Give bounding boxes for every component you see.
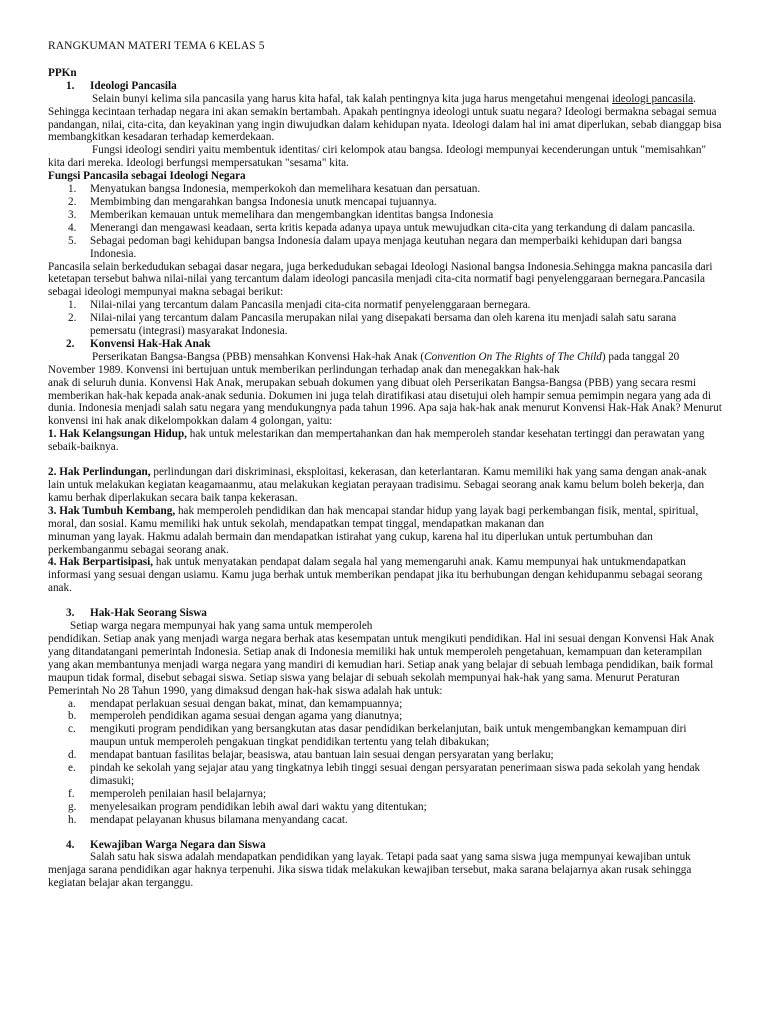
fungsi-item [48,235,724,261]
section-4-title: Kewajiban Warga Negara dan Siswa [90,838,266,851]
section-2-number: 2. [66,337,75,350]
spacer [48,454,724,466]
section-1-paragraph-3: Pancasila selain berkedudukan sebagai dasar negara, juga berkedudukan sebagai Ideologi Nasional bangsa Indonesia.Sehingga makna pancasila dari ketetapan tersebut bahwa nilai-nilai yang tercantum dalam ideologi pancasila menjadi cita-cita normatif bagi penyelenggaraan bernegara.Pancasila sebagai ideologi mempunyai makna sebagai berikut: [48,260,713,299]
section-1-title: Ideologi Pancasila [90,79,177,92]
list-item-text: mendapat perlakuan sesuai dengan bakat, minat, dan kemampuannya; [90,697,403,710]
section-3-title: Hak-Hak Seorang Siswa [90,607,207,620]
fungsi-item [48,222,724,235]
text-run: Selain bunyi kelima sila pancasila yang harus kita hafal, tak kalah pentingnya kita juga harus mengetahui mengenai [92,92,613,105]
hak-siswa-item [48,801,724,814]
text-run: ) pada tanggal 20 November 1989. Konvensi ini bertujuan untuk memberikan perlindungan terhadap anak dan menegakkan hak-hak [48,350,680,376]
list-item-number: b. [68,710,77,723]
section-3-paragraph-1: Setiap warga negara mempunyai hak yang sama untuk memperoleh [70,620,373,633]
section-4-paragraph-1: Salah satu hak siswa adalah mendapatkan pendidikan yang layak. Tetapi pada saat yang sama siswa juga mempunyai kewajiban untuk menjaga sarana pendidikan agar haknya terpenuhi. Jika siswa tidak melakukan kewajiban tersebut, maka sarana belajarnya akan rusak sehingga kegiatan belajar akan terganggu. [48,851,692,890]
section-2-heading [48,338,724,351]
list-item-text: Nilai-nilai yang tercantum dalam Pancasila merupakan nilai yang disepakati bersama dan oleh karena itu menjadi salah satu sarana pemersatu (integrasi) masyarakat Indonesia. [90,312,677,338]
list-item-number: g. [68,800,77,813]
list-item-text: Menyatukan bangsa Indonesia, memperkokoh dan memelihara kesatuan dan persatuan. [90,183,481,196]
list-item-text: Memberikan kemauan untuk memelihara dan mengembangkan identitas bangsa Indonesia [90,208,494,221]
hak-1 [48,428,724,454]
list-item-text: memperoleh penilaian hasil belajarnya; [90,787,267,800]
section-2-paragraph-2: anak di seluruh dunia. Konvensi Hak Anak, merupakan sebuah dokumen yang dibuat oleh Perserikatan Bangsa-Bangsa (PBB) yang secara resmi memberikan hak-hak kepada anak-anak sedunia. Dokumen ini juga telah diratifikasi atau disetujui oleh hampir semua pemimpin negara yang ada di dunia. Indonesia menjadi salah satu negara yang mendukungnya pada tahun 1996. Apa saja hak-hak anak menurut Konvensi Hak-Hak Anak? Menurut konvensi ini hak anak dikelompokkan dalam 4 golongan, yaitu: [48,376,722,428]
list-item-text: Membimbing dan mengarahkan bangsa Indonesia unutk mencapai tujuannya. [90,195,437,208]
spacer [48,595,724,607]
hak-2 [48,466,724,505]
fungsi-list [48,183,724,260]
spacer [48,827,724,839]
section-1-number: 1. [66,79,75,92]
list-item-number: 1. [68,299,77,312]
list-item-text: mendapat bantuan fasilitas belajar, beasiswa, atau bantuan lain sesuai dengan persyaratan yang berlaku; [90,749,554,762]
hak-siswa-item [48,814,724,827]
list-item-number: 4. [68,221,77,234]
subject-heading: PPKn [48,66,77,79]
list-item-number: 3. [68,208,77,221]
list-item-number: f. [68,787,75,800]
list-item-number: e. [68,762,76,775]
fungsi-heading: Fungsi Pancasila sebagai Ideologi Negara [48,170,246,183]
list-item-text: Menerangi dan mengawasi keadaan, serta kritis kepada adanya upaya untuk mewujudkan cita-cita yang terkandung di dalam pancasila. [90,221,696,234]
text-run: . Sehingga kecintaan terhadap negara ini akan semakin bertambah. Apakah pentingnya ideologi untuk suatu negara? Ideologi bermakna sebagai semua pandangan, nilai, cita-cita, dan keyakinan yang ingin diwujudkan dalam kehidupan nyata. Ideologi dalam hal ini amat diperlukan, sebab dianggap bisa membangkitkan kesadaran terhadap kemerdekaan. [48,92,722,144]
section-4-number: 4. [66,838,75,851]
section-1-heading [48,80,724,93]
list-item-text: memperoleh pendidikan agama sesuai dengan agama yang dianutnya; [90,710,403,723]
hak-siswa-item [48,723,724,749]
hak-3-text: hak memperoleh pendidikan dan hak mencapai standar hidup yang layak bagi perkembangan fisik, mental, spiritual, moral, dan sosial. Kamu memiliki hak untuk sekolah, mendapatkan tempat tinggal, mendapatkan makanan dan [48,504,699,530]
ideologi-pancasila-link[interactable]: ideologi pancasila [612,92,694,105]
makna-item [48,299,724,312]
fungsi-item [48,183,724,196]
hak-4-label: 4. Hak Berpartisipasi, [48,556,154,569]
section-3-paragraph-2: pendidikan. Setiap anak yang menjadi warga negara berhak atas kesempatan untuk mengikuti pendidikan. Hal ini sesuai dengan Konvensi Hak Anak yang ditandatangani pemerintah Indonesia. Setiap anak di Indonesia memiliki hak untuk memperoleh pengetahuan, kemampuan dan keterampilan yang akan membantunya menjadi warga negara yang mandiri di kemudian hari. Setiap anak yang belajar di sebuah lembaga pendidikan, baik formal maupun tidak formal, disebut sebagai siswa. Setiap siswa yang belajar di sebuah sekolah mempunyai hak-hak yang sama. Menurut Peraturan Pemerintah No 28 Tahun 1990, yang dimaksud dengan hak-hak siswa adalah hak untuk: [48,632,715,697]
hak-siswa-item [48,710,724,723]
section-2-title: Konvensi Hak-Hak Anak [90,337,211,350]
document-title: RANGKUMAN MATERI TEMA 6 KELAS 5 [48,40,265,52]
hak-siswa-item [48,788,724,801]
list-item-text: mendapat pelayanan khusus bilamana menyandang cacat. [90,813,348,826]
hak-siswa-item [48,762,724,788]
list-item-number: d. [68,749,77,762]
list-item-number: 1. [68,183,77,196]
list-item-text: mengikuti program pendidikan yang bersangkutan atas dasar pendidikan berkelanjutan, baik untuk mengembangkan kemampuan diri maupun untuk memperoleh pengakuan tingkat pendidikan tertentu yang telah dibakukan; [90,723,687,749]
list-item-text: Sebagai pedoman bagi kehidupan bangsa Indonesia dalam upaya menjaga keutuhan negara dan memperbaiki kehidupan dari bangsa Indonesia. [90,234,682,260]
section-2-paragraph-1 [48,351,724,377]
hak-1-text: hak untuk melestarikan dan mempertahankan dan hak memperoleh standar kesehatan tertinggi dan perawatan yang sebaik-baiknya. [48,428,705,454]
list-item-text: Nilai-nilai yang tercantum dalam Pancasila menjadi cita-cita normatif penyelenggaraan bernegara. [90,299,531,312]
list-item-number: 2. [68,312,77,325]
hak-2-text: perlindungan dari diskriminasi, eksploitasi, kekerasan, dan keterlantaran. Kamu memiliki hak yang sama dengan anak-anak lain untuk melakukan kegiatan keagamaanmu, atau melakukan kegiatan perayaan tradisimu. Sebagai seorang anak kamu belum boleh bekerja, dan kamu berhak diperlakukan secara baik tanpa kekerasan. [48,466,707,504]
document-page [48,40,724,890]
list-item-number: a. [68,697,76,710]
section-3-heading [48,607,724,620]
fungsi-item [48,209,724,222]
section-4-heading [48,839,724,852]
section-1-paragraph-2: Fungsi ideologi sendiri yaitu membentuk identitas/ ciri kelompok atau bangsa. Ideologi mempunyai kecenderungan untuk "memisahkan" kita dari mereka. Ideologi berfungsi mempersatukan "sesama" kita. [48,144,707,170]
convention-title: Convention On The Rights of The Child [424,350,602,363]
hak-4 [48,556,724,595]
hak-siswa-item [48,698,724,711]
hak-2-label: 2. Hak Perlindungan, [48,466,151,479]
list-item-number: h. [68,813,77,826]
hak-1-label: 1. Hak Kelangsungan Hidup, [48,428,187,441]
hak-3 [48,505,724,531]
hak-3-label: 3. Hak Tumbuh Kembang, [48,504,176,517]
section-3-number: 3. [66,607,75,620]
list-item-text: menyelesaikan program pendidikan lebih awal dari waktu yang ditentukan; [90,800,427,813]
list-item-number: 5. [68,234,77,247]
hak-siswa-list [48,698,724,827]
list-item-number: c. [68,723,76,736]
makna-list [48,299,724,338]
section-1-paragraph-1 [48,93,724,145]
fungsi-item [48,196,724,209]
text-run: Perserikatan Bangsa-Bangsa (PBB) mensahkan Konvensi Hak-hak Anak ( [92,350,425,363]
hak-3-continued: minuman yang layak. Hakmu adalah bermain dan mendapatkan istirahat yang cukup, karena hal itu diperlukan untuk pertumbuhan dan perkembanganmu sebagai seorang anak. [48,530,653,556]
list-item-text: pindah ke sekolah yang sejajar atau yang tingkatnya lebih tinggi sesuai dengan persyaratan penerimaan siswa pada sekolah yang hendak dimasuki; [90,762,701,787]
hak-siswa-item [48,749,724,762]
list-item-number: 2. [68,195,77,208]
makna-item [48,312,724,338]
hak-4-text: hak untuk menyatakan pendapat dalam segala hal yang memengaruhi anak. Kamu mempunyai hak untukmendapatkan informasi yang sesuai dengan usiamu. Kamu juga berhak untuk memberikan pendapat jika itu berhubungan dengan kehidupanmu sebagai seorang anak. [48,556,703,595]
